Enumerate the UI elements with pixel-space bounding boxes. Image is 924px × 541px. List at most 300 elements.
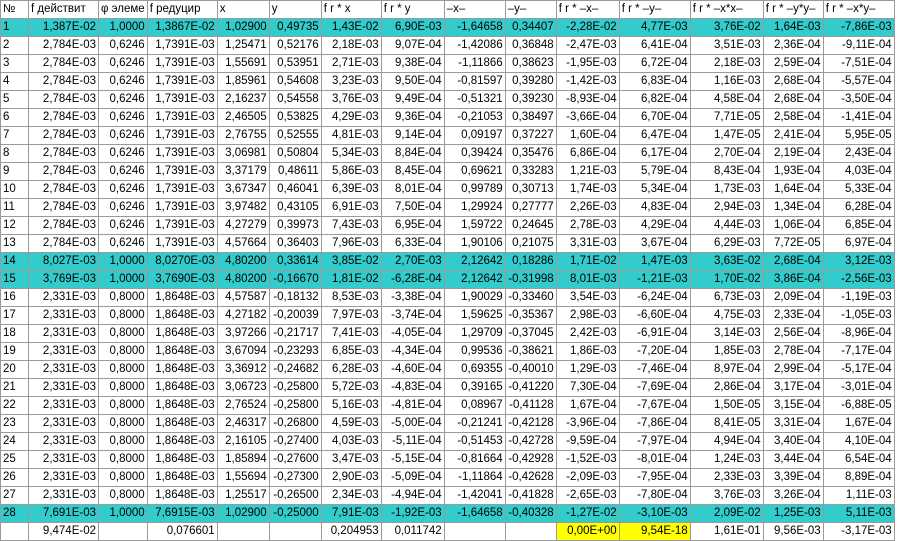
table-cell[interactable]: 3,76E-03 xyxy=(321,91,381,109)
table-cell[interactable]: -1,41E-04 xyxy=(823,109,894,127)
column-header[interactable]: f действит xyxy=(29,1,99,19)
table-cell[interactable]: 5,79E-04 xyxy=(619,163,690,181)
table-cell[interactable]: 1,71E-02 xyxy=(556,253,619,271)
table-cell[interactable]: -1,19E-03 xyxy=(823,289,894,307)
table-cell[interactable]: 1,8648E-03 xyxy=(147,469,217,487)
table-cell[interactable]: 0,50804 xyxy=(269,145,321,163)
table-cell[interactable]: 4,27279 xyxy=(217,217,269,235)
table-cell[interactable]: 2,12642 xyxy=(444,253,505,271)
table-cell[interactable]: 0,6246 xyxy=(99,181,148,199)
table-cell[interactable]: 2,784E-03 xyxy=(29,91,99,109)
table-cell[interactable]: 3,40E-04 xyxy=(763,433,823,451)
table-cell[interactable]: -0,27400 xyxy=(269,433,321,451)
table-cell[interactable]: 2,71E-03 xyxy=(321,55,381,73)
table-cell[interactable]: -7,86E-04 xyxy=(619,415,690,433)
table-cell[interactable]: 3,51E-03 xyxy=(690,37,763,55)
table-cell[interactable]: 0,8000 xyxy=(99,361,148,379)
table-cell[interactable]: -0,38621 xyxy=(505,343,556,361)
table-cell[interactable]: -0,31998 xyxy=(505,271,556,289)
table-cell[interactable]: 0,52176 xyxy=(269,37,321,55)
table-cell[interactable]: -3,50E-04 xyxy=(823,91,894,109)
table-cell[interactable]: 2,70E-03 xyxy=(381,253,444,271)
table-cell[interactable]: 1,7391E-03 xyxy=(147,217,217,235)
column-header[interactable]: f r * x xyxy=(321,1,381,19)
row-number-cell[interactable]: 27 xyxy=(1,487,29,505)
table-cell[interactable]: 2,331E-03 xyxy=(29,289,99,307)
table-cell[interactable]: 3,47E-03 xyxy=(321,451,381,469)
table-cell[interactable]: 7,96E-03 xyxy=(321,235,381,253)
table-cell[interactable]: 8,84E-04 xyxy=(381,145,444,163)
table-cell[interactable]: 0,34407 xyxy=(505,19,556,37)
table-cell[interactable]: -2,28E-02 xyxy=(556,19,619,37)
table-cell[interactable]: 3,17E-04 xyxy=(763,379,823,397)
table-cell[interactable]: 2,331E-03 xyxy=(29,487,99,505)
table-cell[interactable]: 2,86E-04 xyxy=(690,379,763,397)
table-cell[interactable]: 4,80200 xyxy=(217,253,269,271)
total-cell[interactable] xyxy=(99,523,148,541)
table-cell[interactable]: 0,35476 xyxy=(505,145,556,163)
table-cell[interactable]: 7,30E-04 xyxy=(556,379,619,397)
table-cell[interactable]: 0,36848 xyxy=(505,37,556,55)
table-cell[interactable]: 0,8000 xyxy=(99,397,148,415)
table-cell[interactable]: 1,16E-03 xyxy=(690,73,763,91)
table-cell[interactable]: 1,8648E-03 xyxy=(147,433,217,451)
table-cell[interactable]: 6,91E-03 xyxy=(321,199,381,217)
table-cell[interactable]: 0,6246 xyxy=(99,199,148,217)
table-cell[interactable]: 8,43E-04 xyxy=(690,163,763,181)
table-cell[interactable]: 0,36403 xyxy=(269,235,321,253)
table-cell[interactable]: -0,27300 xyxy=(269,469,321,487)
table-cell[interactable]: -0,26800 xyxy=(269,415,321,433)
table-cell[interactable]: 0,30713 xyxy=(505,181,556,199)
table-cell[interactable]: 2,331E-03 xyxy=(29,415,99,433)
table-cell[interactable]: 2,33E-04 xyxy=(763,307,823,325)
table-cell[interactable]: 3,14E-03 xyxy=(690,325,763,343)
table-cell[interactable]: 1,7391E-03 xyxy=(147,109,217,127)
table-cell[interactable]: 0,39230 xyxy=(505,91,556,109)
table-cell[interactable]: 1,8648E-03 xyxy=(147,415,217,433)
table-cell[interactable]: 2,33E-03 xyxy=(690,469,763,487)
table-cell[interactable]: -1,42041 xyxy=(444,487,505,505)
table-cell[interactable]: 1,02900 xyxy=(217,19,269,37)
column-header[interactable]: f r * –y– xyxy=(619,1,690,19)
table-cell[interactable]: 2,784E-03 xyxy=(29,217,99,235)
table-cell[interactable]: 4,44E-03 xyxy=(690,217,763,235)
table-cell[interactable]: 6,97E-04 xyxy=(823,235,894,253)
table-cell[interactable]: -0,51321 xyxy=(444,91,505,109)
table-cell[interactable]: 0,43105 xyxy=(269,199,321,217)
table-cell[interactable]: 0,6246 xyxy=(99,235,148,253)
total-cell[interactable]: 9,54E-18 xyxy=(619,523,690,541)
row-number-cell[interactable]: 6 xyxy=(1,109,29,127)
table-cell[interactable]: 1,25517 xyxy=(217,487,269,505)
table-cell[interactable]: 1,55694 xyxy=(217,469,269,487)
column-header[interactable]: f r * y xyxy=(381,1,444,19)
table-cell[interactable]: -0,40010 xyxy=(505,361,556,379)
table-cell[interactable]: 9,38E-04 xyxy=(381,55,444,73)
column-header[interactable]: f r * –x– xyxy=(556,1,619,19)
table-cell[interactable]: 5,11E-03 xyxy=(823,505,894,523)
table-cell[interactable]: -0,41128 xyxy=(505,397,556,415)
table-cell[interactable]: 3,23E-03 xyxy=(321,73,381,91)
table-cell[interactable]: 3,63E-02 xyxy=(690,253,763,271)
table-cell[interactable]: 2,46505 xyxy=(217,109,269,127)
table-cell[interactable]: -0,33460 xyxy=(505,289,556,307)
table-cell[interactable]: 1,47E-05 xyxy=(690,127,763,145)
table-cell[interactable]: -6,60E-04 xyxy=(619,307,690,325)
column-header[interactable]: f r * –x*y– xyxy=(823,1,894,19)
table-cell[interactable]: -6,24E-04 xyxy=(619,289,690,307)
column-header[interactable]: № xyxy=(1,1,29,19)
table-cell[interactable]: -0,37045 xyxy=(505,325,556,343)
table-cell[interactable]: -0,35367 xyxy=(505,307,556,325)
row-number-cell[interactable]: 15 xyxy=(1,271,29,289)
table-cell[interactable]: -0,81597 xyxy=(444,73,505,91)
table-cell[interactable]: 6,70E-04 xyxy=(619,109,690,127)
table-cell[interactable]: 1,29E-03 xyxy=(556,361,619,379)
table-cell[interactable]: 2,59E-04 xyxy=(763,55,823,73)
table-cell[interactable]: -1,05E-03 xyxy=(823,307,894,325)
table-cell[interactable]: -0,20039 xyxy=(269,307,321,325)
table-cell[interactable]: 6,39E-03 xyxy=(321,181,381,199)
total-cell[interactable]: 0,076601 xyxy=(147,523,217,541)
table-cell[interactable]: 2,98E-03 xyxy=(556,307,619,325)
table-cell[interactable]: 6,82E-04 xyxy=(619,91,690,109)
column-header[interactable]: –y– xyxy=(505,1,556,19)
table-cell[interactable]: 1,8648E-03 xyxy=(147,289,217,307)
table-cell[interactable]: 1,47E-03 xyxy=(619,253,690,271)
table-cell[interactable]: -7,95E-04 xyxy=(619,469,690,487)
row-number-cell[interactable]: 1 xyxy=(1,19,29,37)
table-cell[interactable]: -4,05E-04 xyxy=(381,325,444,343)
total-cell[interactable]: 0,00E+00 xyxy=(556,523,619,541)
table-cell[interactable]: -2,56E-03 xyxy=(823,271,894,289)
table-cell[interactable]: 1,02900 xyxy=(217,505,269,523)
table-cell[interactable]: 6,72E-04 xyxy=(619,55,690,73)
table-cell[interactable]: 0,69355 xyxy=(444,361,505,379)
table-cell[interactable]: 1,7391E-03 xyxy=(147,235,217,253)
table-cell[interactable]: 2,784E-03 xyxy=(29,55,99,73)
table-cell[interactable]: 1,7391E-03 xyxy=(147,37,217,55)
table-cell[interactable]: 6,90E-03 xyxy=(381,19,444,37)
table-cell[interactable]: 4,03E-04 xyxy=(823,163,894,181)
table-cell[interactable]: 2,331E-03 xyxy=(29,361,99,379)
column-header[interactable]: f r * –y*y– xyxy=(763,1,823,19)
table-cell[interactable]: 1,11E-03 xyxy=(823,487,894,505)
table-cell[interactable]: 0,24645 xyxy=(505,217,556,235)
table-cell[interactable]: 0,6246 xyxy=(99,163,148,181)
table-cell[interactable]: -7,17E-04 xyxy=(823,343,894,361)
table-cell[interactable]: -1,27E-02 xyxy=(556,505,619,523)
table-cell[interactable]: 2,68E-04 xyxy=(763,253,823,271)
table-cell[interactable]: 1,43E-02 xyxy=(321,19,381,37)
table-cell[interactable]: 4,81E-03 xyxy=(321,127,381,145)
table-cell[interactable]: 1,24E-03 xyxy=(690,451,763,469)
table-cell[interactable]: 1,21E-03 xyxy=(556,163,619,181)
table-cell[interactable]: 1,64E-03 xyxy=(763,19,823,37)
table-cell[interactable]: -5,57E-04 xyxy=(823,73,894,91)
table-cell[interactable]: 0,69621 xyxy=(444,163,505,181)
table-cell[interactable]: 2,26E-03 xyxy=(556,199,619,217)
table-cell[interactable]: -7,69E-04 xyxy=(619,379,690,397)
table-cell[interactable]: 1,7391E-03 xyxy=(147,181,217,199)
table-cell[interactable]: 2,784E-03 xyxy=(29,127,99,145)
table-cell[interactable]: -0,26500 xyxy=(269,487,321,505)
table-cell[interactable]: -5,17E-04 xyxy=(823,361,894,379)
row-number-cell[interactable]: 14 xyxy=(1,253,29,271)
table-cell[interactable]: 2,70E-04 xyxy=(690,145,763,163)
table-cell[interactable]: 6,85E-04 xyxy=(823,217,894,235)
table-cell[interactable]: 1,81E-02 xyxy=(321,271,381,289)
table-cell[interactable]: 7,97E-03 xyxy=(321,307,381,325)
table-cell[interactable]: 0,6246 xyxy=(99,217,148,235)
table-cell[interactable]: 4,27182 xyxy=(217,307,269,325)
table-cell[interactable]: 7,72E-05 xyxy=(763,235,823,253)
table-cell[interactable]: -3,74E-04 xyxy=(381,307,444,325)
table-cell[interactable]: 1,55691 xyxy=(217,55,269,73)
table-cell[interactable]: 6,29E-03 xyxy=(690,235,763,253)
table-cell[interactable]: -6,28E-04 xyxy=(381,271,444,289)
table-cell[interactable]: 8,01E-04 xyxy=(381,181,444,199)
table-cell[interactable]: 3,67094 xyxy=(217,343,269,361)
table-cell[interactable]: 2,331E-03 xyxy=(29,451,99,469)
table-cell[interactable]: 9,07E-04 xyxy=(381,37,444,55)
table-cell[interactable]: 3,67347 xyxy=(217,181,269,199)
table-cell[interactable]: 2,331E-03 xyxy=(29,433,99,451)
table-cell[interactable]: 7,43E-03 xyxy=(321,217,381,235)
table-cell[interactable]: 1,60E-04 xyxy=(556,127,619,145)
table-cell[interactable]: 0,54608 xyxy=(269,73,321,91)
table-cell[interactable]: -0,51453 xyxy=(444,433,505,451)
table-cell[interactable]: 3,86E-04 xyxy=(763,271,823,289)
table-cell[interactable]: 0,39973 xyxy=(269,217,321,235)
table-cell[interactable]: 1,70E-02 xyxy=(690,271,763,289)
table-cell[interactable]: 3,85E-02 xyxy=(321,253,381,271)
table-cell[interactable]: 4,94E-04 xyxy=(690,433,763,451)
table-cell[interactable]: 0,6246 xyxy=(99,73,148,91)
table-cell[interactable]: -0,42928 xyxy=(505,451,556,469)
table-cell[interactable]: 6,28E-03 xyxy=(321,361,381,379)
table-cell[interactable]: 6,28E-04 xyxy=(823,199,894,217)
table-cell[interactable]: 1,8648E-03 xyxy=(147,379,217,397)
table-cell[interactable]: 1,90106 xyxy=(444,235,505,253)
row-number-cell[interactable]: 22 xyxy=(1,397,29,415)
table-cell[interactable]: 1,93E-04 xyxy=(763,163,823,181)
table-cell[interactable]: 1,85894 xyxy=(217,451,269,469)
table-cell[interactable]: 0,6246 xyxy=(99,55,148,73)
table-cell[interactable]: 6,41E-04 xyxy=(619,37,690,55)
table-cell[interactable]: -2,09E-03 xyxy=(556,469,619,487)
table-cell[interactable]: 1,74E-03 xyxy=(556,181,619,199)
table-cell[interactable]: 0,08967 xyxy=(444,397,505,415)
table-cell[interactable]: 0,8000 xyxy=(99,379,148,397)
table-cell[interactable]: 7,691E-03 xyxy=(29,505,99,523)
table-cell[interactable]: 1,7391E-03 xyxy=(147,127,217,145)
table-cell[interactable]: -7,97E-04 xyxy=(619,433,690,451)
table-cell[interactable]: 3,76E-02 xyxy=(690,19,763,37)
table-cell[interactable]: 0,48611 xyxy=(269,163,321,181)
table-cell[interactable]: 2,43E-04 xyxy=(823,145,894,163)
total-cell[interactable] xyxy=(444,523,505,541)
table-cell[interactable]: 0,8000 xyxy=(99,307,148,325)
table-cell[interactable]: 7,50E-04 xyxy=(381,199,444,217)
table-cell[interactable]: 9,49E-04 xyxy=(381,91,444,109)
table-cell[interactable]: -0,42628 xyxy=(505,469,556,487)
table-cell[interactable]: 2,784E-03 xyxy=(29,73,99,91)
table-cell[interactable]: 2,331E-03 xyxy=(29,469,99,487)
table-cell[interactable]: -0,16670 xyxy=(269,271,321,289)
column-header[interactable]: x xyxy=(217,1,269,19)
table-cell[interactable]: -0,41220 xyxy=(505,379,556,397)
table-cell[interactable]: 1,0000 xyxy=(99,253,148,271)
table-cell[interactable]: 3,37179 xyxy=(217,163,269,181)
table-cell[interactable]: 1,29924 xyxy=(444,199,505,217)
table-cell[interactable]: -0,21241 xyxy=(444,415,505,433)
row-number-cell[interactable]: 18 xyxy=(1,325,29,343)
table-cell[interactable]: -0,81664 xyxy=(444,451,505,469)
table-cell[interactable]: -4,34E-04 xyxy=(381,343,444,361)
table-cell[interactable]: 1,85961 xyxy=(217,73,269,91)
table-cell[interactable]: 6,33E-04 xyxy=(381,235,444,253)
table-cell[interactable]: 3,7690E-03 xyxy=(147,271,217,289)
table-cell[interactable]: -1,21E-03 xyxy=(619,271,690,289)
table-cell[interactable]: 5,33E-04 xyxy=(823,181,894,199)
table-cell[interactable]: -3,66E-04 xyxy=(556,109,619,127)
table-cell[interactable]: 1,34E-04 xyxy=(763,199,823,217)
table-cell[interactable]: 2,76524 xyxy=(217,397,269,415)
table-cell[interactable]: 2,18E-03 xyxy=(321,37,381,55)
table-cell[interactable]: 6,95E-04 xyxy=(381,217,444,235)
table-cell[interactable]: 1,8648E-03 xyxy=(147,307,217,325)
table-cell[interactable]: -4,83E-04 xyxy=(381,379,444,397)
table-cell[interactable]: 2,42E-03 xyxy=(556,325,619,343)
table-cell[interactable]: 1,7391E-03 xyxy=(147,145,217,163)
table-cell[interactable]: -1,11866 xyxy=(444,55,505,73)
table-cell[interactable]: 0,6246 xyxy=(99,109,148,127)
table-cell[interactable]: 0,38623 xyxy=(505,55,556,73)
table-cell[interactable]: 6,83E-04 xyxy=(619,73,690,91)
table-cell[interactable]: -7,67E-04 xyxy=(619,397,690,415)
table-cell[interactable]: -1,42086 xyxy=(444,37,505,55)
row-number-cell[interactable]: 21 xyxy=(1,379,29,397)
table-cell[interactable]: 2,90E-03 xyxy=(321,469,381,487)
total-cell[interactable]: 1,61E-01 xyxy=(690,523,763,541)
table-cell[interactable]: 4,75E-03 xyxy=(690,307,763,325)
table-cell[interactable]: 2,331E-03 xyxy=(29,343,99,361)
table-cell[interactable]: 1,7391E-03 xyxy=(147,91,217,109)
table-cell[interactable]: 3,06981 xyxy=(217,145,269,163)
table-cell[interactable]: 8,89E-04 xyxy=(823,469,894,487)
table-cell[interactable]: 3,97482 xyxy=(217,199,269,217)
table-cell[interactable]: 1,59625 xyxy=(444,307,505,325)
table-cell[interactable]: -0,23293 xyxy=(269,343,321,361)
table-cell[interactable]: -5,11E-04 xyxy=(381,433,444,451)
table-cell[interactable]: -4,94E-04 xyxy=(381,487,444,505)
table-cell[interactable]: -0,21053 xyxy=(444,109,505,127)
column-header[interactable]: –x– xyxy=(444,1,505,19)
table-cell[interactable]: 2,99E-04 xyxy=(763,361,823,379)
table-cell[interactable]: -0,42128 xyxy=(505,415,556,433)
table-cell[interactable]: 1,0000 xyxy=(99,19,148,37)
table-cell[interactable]: 2,58E-04 xyxy=(763,109,823,127)
total-cell[interactable]: -3,17E-03 xyxy=(823,523,894,541)
table-cell[interactable]: 4,80200 xyxy=(217,271,269,289)
table-cell[interactable]: -8,93E-04 xyxy=(556,91,619,109)
table-cell[interactable]: 0,8000 xyxy=(99,343,148,361)
table-cell[interactable]: 0,52555 xyxy=(269,127,321,145)
table-cell[interactable]: -7,80E-04 xyxy=(619,487,690,505)
total-cell[interactable]: 0,204953 xyxy=(321,523,381,541)
table-cell[interactable]: 2,56E-04 xyxy=(763,325,823,343)
table-cell[interactable]: -3,01E-04 xyxy=(823,379,894,397)
row-number-cell[interactable]: 3 xyxy=(1,55,29,73)
table-cell[interactable]: 2,331E-03 xyxy=(29,397,99,415)
table-cell[interactable]: 3,39E-04 xyxy=(763,469,823,487)
table-cell[interactable]: 1,8648E-03 xyxy=(147,343,217,361)
table-cell[interactable]: 0,46041 xyxy=(269,181,321,199)
table-cell[interactable]: 1,67E-04 xyxy=(823,415,894,433)
table-cell[interactable]: 2,12642 xyxy=(444,271,505,289)
column-header[interactable]: φ элеме xyxy=(99,1,148,19)
table-cell[interactable]: 0,39165 xyxy=(444,379,505,397)
table-cell[interactable]: 5,95E-05 xyxy=(823,127,894,145)
table-cell[interactable]: 5,34E-03 xyxy=(321,145,381,163)
table-cell[interactable]: 7,41E-03 xyxy=(321,325,381,343)
column-header[interactable]: y xyxy=(269,1,321,19)
table-cell[interactable]: -0,25800 xyxy=(269,397,321,415)
table-cell[interactable]: 3,769E-03 xyxy=(29,271,99,289)
table-cell[interactable]: 7,91E-03 xyxy=(321,505,381,523)
table-cell[interactable]: -7,51E-04 xyxy=(823,55,894,73)
table-cell[interactable]: 2,78E-03 xyxy=(556,217,619,235)
table-cell[interactable]: 2,16105 xyxy=(217,433,269,451)
table-cell[interactable]: 1,0000 xyxy=(99,271,148,289)
table-cell[interactable]: -1,64658 xyxy=(444,505,505,523)
table-cell[interactable]: 1,64E-04 xyxy=(763,181,823,199)
table-cell[interactable]: 0,21075 xyxy=(505,235,556,253)
table-cell[interactable]: 0,18286 xyxy=(505,253,556,271)
row-number-cell[interactable]: 12 xyxy=(1,217,29,235)
table-cell[interactable]: 2,331E-03 xyxy=(29,307,99,325)
table-cell[interactable]: 8,0270E-03 xyxy=(147,253,217,271)
table-cell[interactable]: 3,36912 xyxy=(217,361,269,379)
table-cell[interactable]: 4,57587 xyxy=(217,289,269,307)
table-cell[interactable]: 1,7391E-03 xyxy=(147,199,217,217)
table-cell[interactable]: -0,40328 xyxy=(505,505,556,523)
table-cell[interactable]: -0,24682 xyxy=(269,361,321,379)
table-cell[interactable]: 3,26E-04 xyxy=(763,487,823,505)
table-cell[interactable]: 0,27777 xyxy=(505,199,556,217)
table-cell[interactable]: 9,36E-04 xyxy=(381,109,444,127)
total-cell[interactable] xyxy=(269,523,321,541)
table-cell[interactable]: 2,68E-04 xyxy=(763,91,823,109)
table-cell[interactable]: 2,784E-03 xyxy=(29,109,99,127)
table-cell[interactable]: 0,8000 xyxy=(99,487,148,505)
table-cell[interactable]: 2,784E-03 xyxy=(29,37,99,55)
table-cell[interactable]: -3,96E-04 xyxy=(556,415,619,433)
table-cell[interactable]: -0,27600 xyxy=(269,451,321,469)
row-number-cell[interactable]: 7 xyxy=(1,127,29,145)
table-cell[interactable]: 4,10E-04 xyxy=(823,433,894,451)
table-cell[interactable]: 0,33283 xyxy=(505,163,556,181)
table-cell[interactable]: 1,50E-05 xyxy=(690,397,763,415)
table-cell[interactable]: 2,76755 xyxy=(217,127,269,145)
table-cell[interactable]: 6,47E-04 xyxy=(619,127,690,145)
table-cell[interactable]: 2,34E-03 xyxy=(321,487,381,505)
total-cell[interactable]: 0,011742 xyxy=(381,523,444,541)
row-number-cell[interactable]: 28 xyxy=(1,505,29,523)
column-header[interactable]: f r * –x*x– xyxy=(690,1,763,19)
